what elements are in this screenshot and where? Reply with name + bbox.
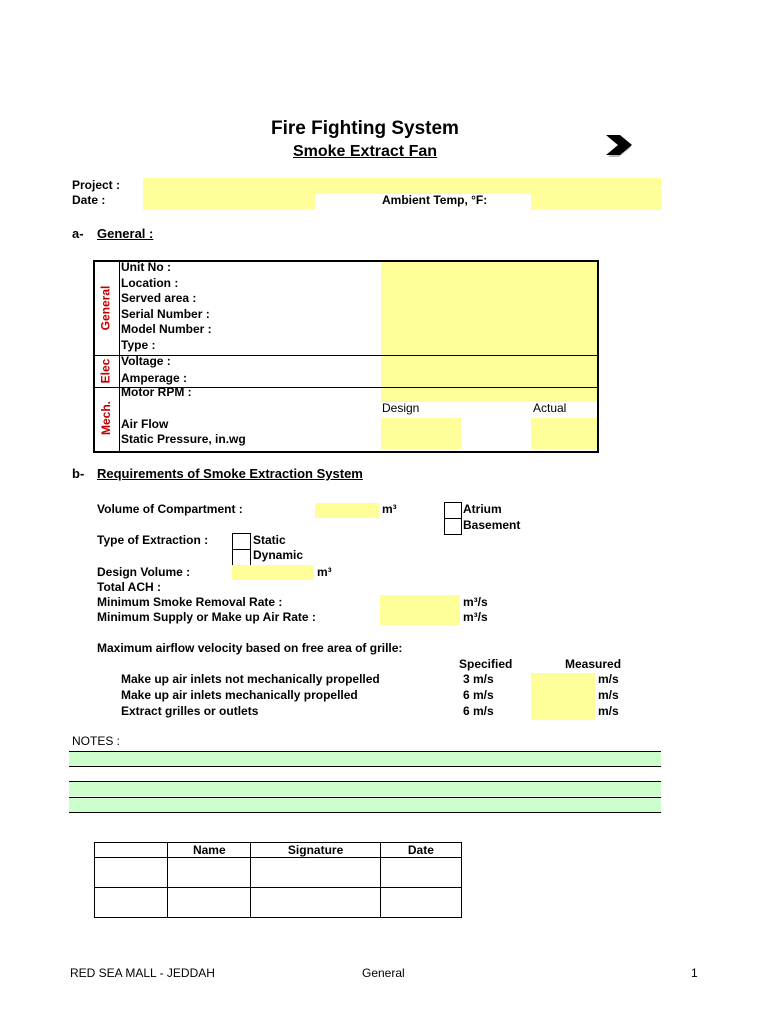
sig-cell[interactable]: [95, 858, 168, 888]
sig-header-signature: Signature: [251, 843, 380, 858]
footer-page-number: 1: [691, 966, 698, 980]
measured-field[interactable]: [531, 673, 595, 720]
location-label: Location :: [121, 275, 179, 290]
signature-table: [94, 842, 462, 918]
basement-checkbox[interactable]: [444, 518, 462, 535]
design-volume-field[interactable]: [232, 565, 314, 580]
static-pressure-label: Static Pressure, in.wg: [121, 432, 246, 446]
table-row: [95, 858, 462, 888]
type-extraction-label: Type of Extraction :: [97, 533, 209, 547]
max-airflow-label: Maximum airflow velocity based on free area of grille:: [97, 641, 403, 655]
date-label: Date :: [72, 193, 106, 207]
min-supply-unit: m³/s: [463, 610, 488, 624]
served-area-label: Served area :: [121, 291, 197, 305]
footer-center: General: [362, 966, 405, 980]
velocity-row-3-spec: 6 m/s: [463, 704, 494, 718]
type-label: Type :: [121, 337, 156, 352]
volume-label: Volume of Compartment :: [97, 502, 243, 516]
sig-cell[interactable]: [168, 858, 251, 888]
section-a-heading: General :: [97, 226, 154, 241]
design-volume-label: Design Volume :: [97, 565, 191, 579]
group-general-label: General: [98, 285, 113, 331]
volume-field[interactable]: [315, 503, 379, 518]
air-flow-label: Air Flow: [121, 417, 169, 431]
group-mech-label: Mech.: [98, 400, 113, 436]
velocity-row-3-label: Extract grilles or outlets: [121, 704, 259, 718]
date-field[interactable]: [143, 194, 315, 210]
project-label: Project :: [72, 178, 121, 192]
section-b-heading: Requirements of Smoke Extraction System: [97, 466, 363, 481]
group-elec-label: Elec: [98, 358, 113, 383]
ambient-temp-label: Ambient Temp, °F:: [382, 193, 488, 207]
total-ach-label: Total ACH :: [97, 580, 161, 594]
sig-header-name: Name: [168, 843, 251, 858]
amperage-label: Amperage :: [121, 370, 188, 385]
dynamic-label: Dynamic: [253, 548, 304, 562]
sig-cell[interactable]: [251, 888, 380, 918]
velocity-row-2-label: Make up air inlets mechanically propelled: [121, 688, 358, 702]
sig-cell[interactable]: [168, 888, 251, 918]
footer-left: RED SEA MALL - JEDDAH: [70, 966, 215, 980]
sig-cell[interactable]: [380, 888, 461, 918]
dynamic-checkbox[interactable]: [232, 549, 251, 566]
min-rates-field[interactable]: [380, 595, 460, 625]
design-volume-unit: m³: [317, 565, 332, 579]
elec-rows: [121, 353, 187, 386]
notes-line-4[interactable]: [69, 797, 661, 812]
atrium-label: Atrium: [463, 502, 502, 516]
unit-no-label: Unit No :: [121, 260, 171, 274]
table-row: [95, 888, 462, 918]
motor-rpm-field[interactable]: [381, 388, 597, 402]
velocity-row-3-unit: m/s: [598, 704, 619, 718]
elec-values-field[interactable]: [381, 356, 597, 387]
min-supply-label: Minimum Supply or Make up Air Rate :: [97, 610, 316, 624]
min-removal-label: Minimum Smoke Removal Rate :: [97, 595, 283, 609]
notes-label: NOTES :: [72, 734, 121, 748]
min-removal-unit: m³/s: [463, 595, 488, 609]
general-rows: [121, 260, 212, 353]
volume-unit: m³: [382, 502, 397, 516]
specified-header: Specified: [459, 657, 513, 671]
design-header: Design: [382, 401, 420, 415]
basement-label: Basement: [463, 518, 521, 532]
general-values-field[interactable]: [381, 262, 597, 355]
velocity-row-1-unit: m/s: [598, 672, 619, 686]
velocity-row-1-label: Make up air inlets not mechanically propelled: [121, 672, 380, 686]
section-b-prefix: b-: [72, 466, 85, 481]
velocity-row-1-spec: 3 m/s: [463, 672, 494, 686]
section-a-prefix: a-: [72, 226, 84, 241]
serial-number-label: Serial Number :: [121, 306, 210, 321]
project-field[interactable]: [143, 178, 661, 194]
sig-cell[interactable]: [251, 858, 380, 888]
velocity-row-2-spec: 6 m/s: [463, 688, 494, 702]
motor-rpm-label: Motor RPM :: [121, 385, 192, 399]
model-number-label: Model Number :: [121, 322, 212, 336]
next-arrow-icon[interactable]: [604, 134, 638, 160]
atrium-checkbox[interactable]: [444, 502, 462, 519]
sig-header-blank: [95, 843, 168, 858]
measured-header: Measured: [565, 657, 622, 671]
static-checkbox[interactable]: [232, 533, 251, 550]
ambient-temp-field[interactable]: [531, 194, 661, 210]
page-title: Fire Fighting System: [271, 118, 459, 139]
sig-cell[interactable]: [95, 888, 168, 918]
sig-cell[interactable]: [380, 858, 461, 888]
sig-header-date: Date: [380, 843, 461, 858]
voltage-label: Voltage :: [121, 354, 171, 368]
notes-line-1[interactable]: [69, 751, 661, 766]
velocity-row-2-unit: m/s: [598, 688, 619, 702]
notes-line-3[interactable]: [69, 781, 661, 796]
actual-field[interactable]: [531, 418, 597, 449]
static-label: Static: [253, 533, 286, 547]
notes-line-2[interactable]: [69, 766, 661, 781]
actual-header: Actual: [533, 401, 567, 415]
page-subtitle: Smoke Extract Fan: [292, 143, 438, 160]
design-field[interactable]: [381, 418, 461, 449]
